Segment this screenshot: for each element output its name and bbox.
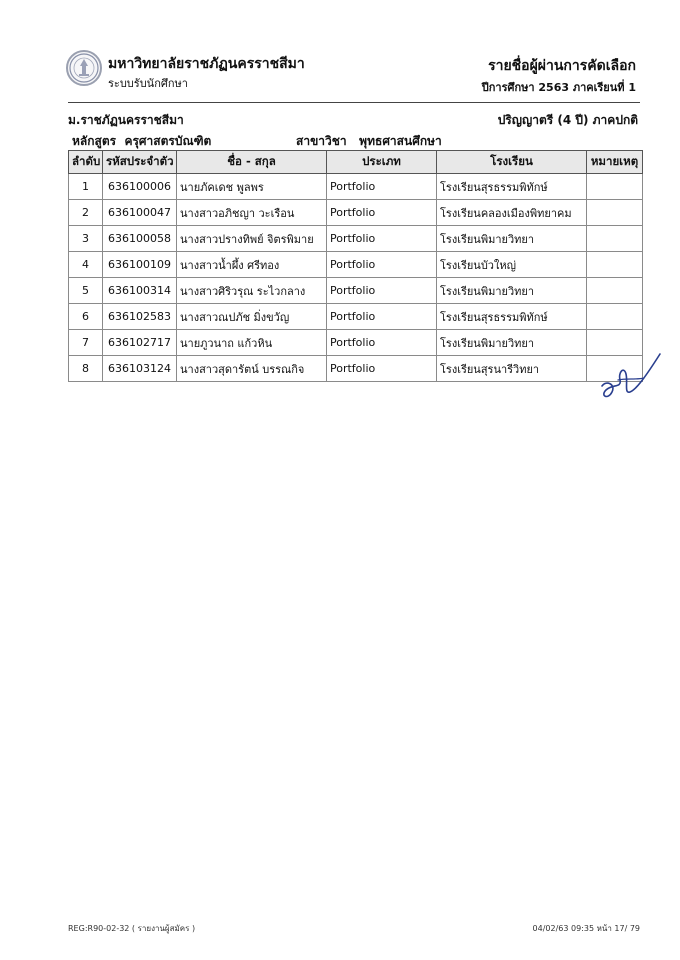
row-id: 636103124 <box>103 356 177 382</box>
report-code: REG:R90-02-32 ( รายงานผู้สมัคร ) <box>68 924 196 933</box>
col-header-note: หมายเหตุ <box>587 151 643 174</box>
table-row <box>69 356 643 382</box>
row-school: โรงเรียนสุรธรรมพิทักษ์ <box>437 304 587 330</box>
row-id: 636100058 <box>103 226 177 252</box>
row-no: 6 <box>69 304 103 330</box>
row-note <box>587 304 643 330</box>
row-id: 636102717 <box>103 330 177 356</box>
row-name: นางสาวอภิชญา วะเรือน <box>177 200 327 226</box>
row-school: โรงเรียนคลองเมืองพิทยาคม <box>437 200 587 226</box>
row-type: Portfolio <box>327 252 437 278</box>
university-seal-icon <box>66 50 102 86</box>
row-no: 2 <box>69 200 103 226</box>
row-name: นายภูวนาถ แก้วหิน <box>177 330 327 356</box>
row-no: 4 <box>69 252 103 278</box>
row-note <box>587 252 643 278</box>
row-name: นางสาวน้ำผึ้ง ศรีทอง <box>177 252 327 278</box>
major-value: พุทธศาสนศึกษา <box>359 134 442 148</box>
row-type: Portfolio <box>327 174 437 200</box>
course-value: ครุศาสตรบัณฑิต <box>124 134 212 148</box>
row-name: นายภัคเดช พูลพร <box>177 174 327 200</box>
academic-year: ปีการศึกษา 2563 ภาคเรียนที่ 1 <box>481 81 636 94</box>
course-label: หลักสูตร <box>72 134 117 148</box>
row-id: 636102583 <box>103 304 177 330</box>
row-id: 636100314 <box>103 278 177 304</box>
table-row <box>69 304 643 330</box>
handwritten-signature <box>596 350 666 410</box>
col-header-name: ชื่อ - สกุล <box>177 151 327 174</box>
table-row <box>69 278 643 304</box>
row-note <box>587 278 643 304</box>
header-divider <box>68 102 640 103</box>
row-type: Portfolio <box>327 330 437 356</box>
table-row <box>69 174 643 200</box>
course <box>72 132 211 151</box>
col-header-no: ลำดับ <box>69 151 103 174</box>
table-header-row <box>69 151 643 174</box>
row-note <box>587 226 643 252</box>
system-name: ระบบรับนักศึกษา <box>108 77 188 90</box>
row-type: Portfolio <box>327 226 437 252</box>
row-name: นางสาวสุดารัตน์ บรรณกิจ <box>177 356 327 382</box>
row-id: 636100047 <box>103 200 177 226</box>
row-no: 1 <box>69 174 103 200</box>
table-row <box>69 200 643 226</box>
timestamp-page: 04/02/63 09:35 หน้า 17/ 79 <box>532 924 640 933</box>
row-school: โรงเรียนสุรนารีวิทยา <box>437 356 587 382</box>
row-no: 3 <box>69 226 103 252</box>
row-no: 5 <box>69 278 103 304</box>
col-header-id: รหัสประจำตัว <box>103 151 177 174</box>
major-label: สาขาวิชา <box>296 134 347 148</box>
table-row <box>69 226 643 252</box>
candidate-table <box>68 150 643 382</box>
row-name: นางสาวศิริวรุณ ระไวกลาง <box>177 278 327 304</box>
row-id: 636100109 <box>103 252 177 278</box>
major <box>296 132 442 151</box>
row-name: นางสาวปรางทิพย์ จิตรพิมาย <box>177 226 327 252</box>
row-school: โรงเรียนพิมายวิทยา <box>437 330 587 356</box>
table-row <box>69 330 643 356</box>
institution: ม.ราชภัฏนครราชสีมา <box>68 113 184 127</box>
col-header-school: โรงเรียน <box>437 151 587 174</box>
row-note <box>587 174 643 200</box>
row-type: Portfolio <box>327 200 437 226</box>
row-note <box>587 200 643 226</box>
row-name: นางสาวณปภัช มิ่งขวัญ <box>177 304 327 330</box>
report-title: รายชื่อผู้ผ่านการคัดเลือก <box>488 58 636 74</box>
row-type: Portfolio <box>327 356 437 382</box>
degree-program: ปริญญาตรี (4 ปี) ภาคปกติ <box>497 113 638 127</box>
row-school: โรงเรียนสุรธรรมพิทักษ์ <box>437 174 587 200</box>
row-type: Portfolio <box>327 304 437 330</box>
row-type: Portfolio <box>327 278 437 304</box>
table-row <box>69 252 643 278</box>
row-school: โรงเรียนพิมายวิทยา <box>437 226 587 252</box>
row-no: 7 <box>69 330 103 356</box>
row-school: โรงเรียนพิมายวิทยา <box>437 278 587 304</box>
row-no: 8 <box>69 356 103 382</box>
col-header-type: ประเภท <box>327 151 437 174</box>
university-name: มหาวิทยาลัยราชภัฏนครราชสีมา <box>108 56 305 72</box>
row-id: 636100006 <box>103 174 177 200</box>
row-school: โรงเรียนบัวใหญ่ <box>437 252 587 278</box>
